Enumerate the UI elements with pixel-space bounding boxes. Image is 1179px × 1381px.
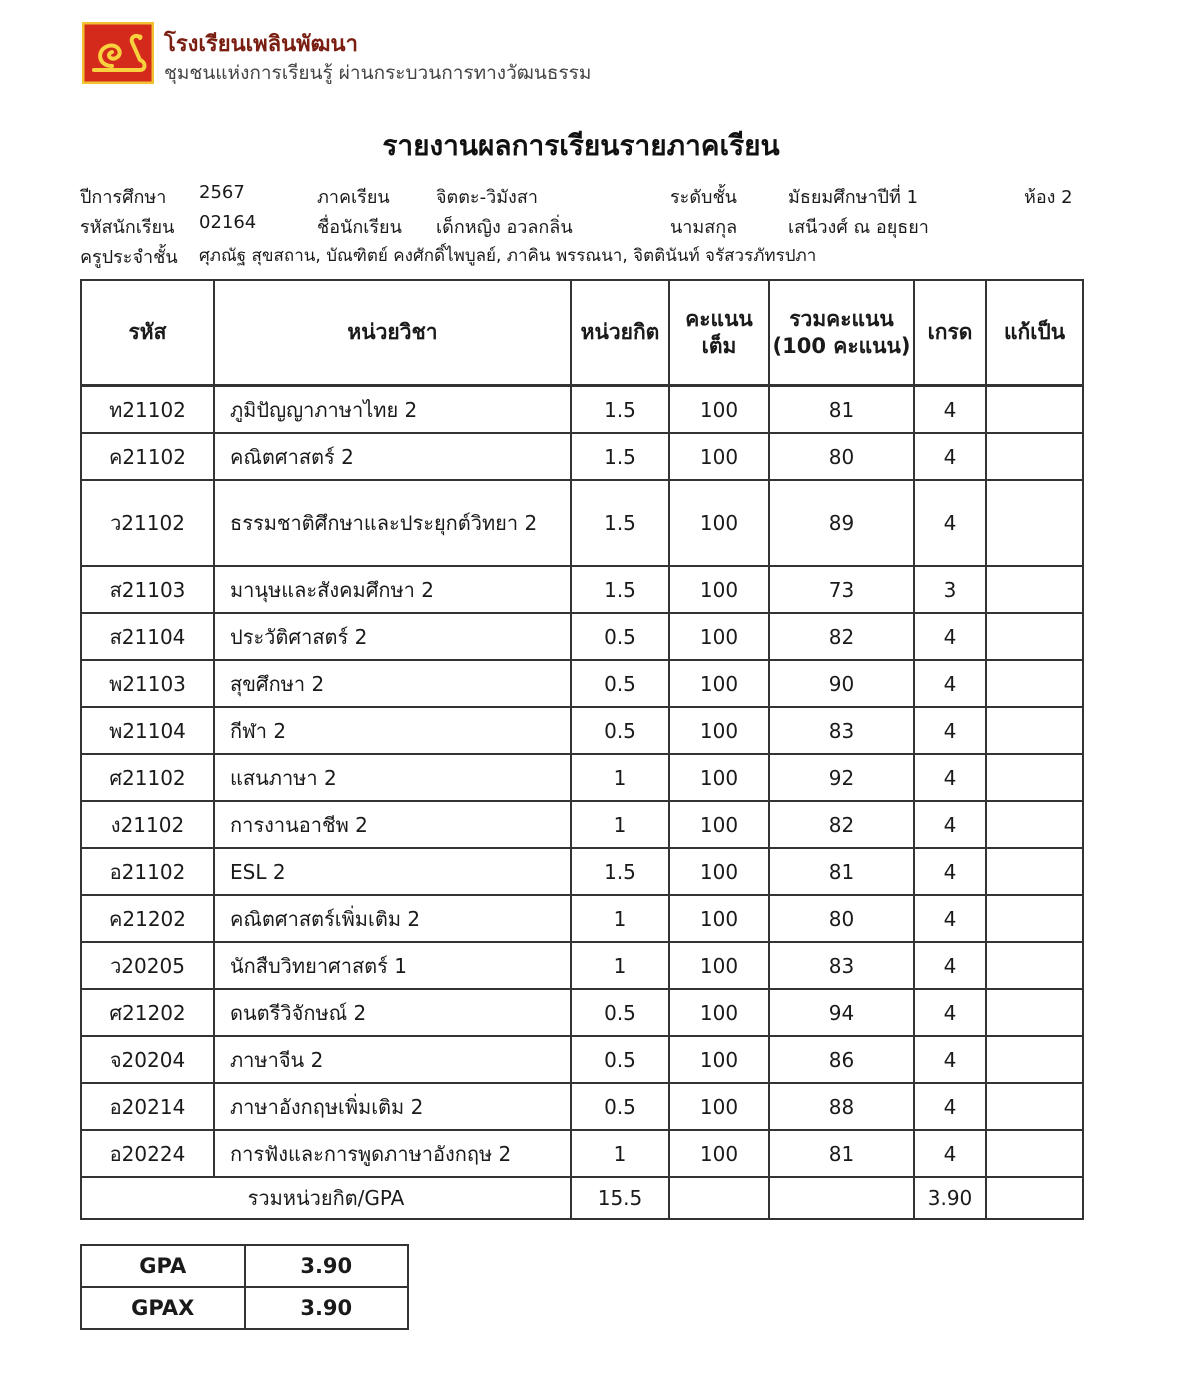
- cell-subject: ดนตรีวิจักษณ์ 2: [214, 989, 571, 1036]
- summary-empty-total: [769, 1177, 914, 1219]
- cell-total-score: 81: [769, 848, 914, 895]
- table-row: [81, 989, 1083, 1036]
- table-row: [81, 895, 1083, 942]
- table-row: [81, 848, 1083, 895]
- cell-full-score: 100: [669, 754, 769, 801]
- cell-total-score: 80: [769, 433, 914, 480]
- room-value: ห้อง 2: [1024, 187, 1073, 208]
- cell-credits: 1.5: [571, 386, 669, 434]
- cell-subject: กีฬา 2: [214, 707, 571, 754]
- header-total-label: รวมคะแนน: [789, 307, 894, 332]
- cell-grade: 4: [914, 480, 986, 566]
- cell-grade: 4: [914, 433, 986, 480]
- cell-full-score: 100: [669, 801, 769, 848]
- level-value: มัธยมศึกษาปีที่ 1: [788, 187, 919, 208]
- student-id-label: รหัสนักเรียน: [80, 217, 175, 238]
- cell-code: จ20204: [81, 1036, 214, 1083]
- cell-full-score: 100: [669, 566, 769, 613]
- cell-total-score: 89: [769, 480, 914, 566]
- gpax-label: GPAX: [81, 1287, 245, 1329]
- gpax-row: [81, 1287, 408, 1329]
- header-revised: แก้เป็น: [986, 280, 1083, 386]
- cell-code: พ21104: [81, 707, 214, 754]
- cell-code: ส21104: [81, 613, 214, 660]
- cell-revised: [986, 660, 1083, 707]
- gpax-value: 3.90: [245, 1287, 409, 1329]
- cell-full-score: 100: [669, 1130, 769, 1177]
- cell-credits: 1.5: [571, 566, 669, 613]
- cell-total-score: 82: [769, 613, 914, 660]
- cell-subject: ภูมิปัญญาภาษาไทย 2: [214, 386, 571, 434]
- cell-full-score: 100: [669, 1083, 769, 1130]
- cell-full-score: 100: [669, 433, 769, 480]
- cell-full-score: 100: [669, 613, 769, 660]
- cell-total-score: 81: [769, 386, 914, 434]
- cell-grade: 4: [914, 386, 986, 434]
- table-row: [81, 480, 1083, 566]
- gpa-row: [81, 1245, 408, 1287]
- cell-subject: มานุษและสังคมศึกษา 2: [214, 566, 571, 613]
- gpa-summary-table: [80, 1244, 409, 1330]
- cell-grade: 4: [914, 895, 986, 942]
- header-total-sub: (100 คะแนน): [772, 333, 911, 358]
- cell-full-score: 100: [669, 1036, 769, 1083]
- table-row: [81, 660, 1083, 707]
- table-row: [81, 1130, 1083, 1177]
- cell-grade: 4: [914, 1130, 986, 1177]
- header-code: รหัส: [81, 280, 214, 386]
- student-name-label: ชื่อนักเรียน: [317, 217, 402, 238]
- table-row: [81, 754, 1083, 801]
- page-title: รายงานผลการเรียนรายภาคเรียน: [382, 129, 780, 162]
- cell-code: ค21102: [81, 433, 214, 480]
- cell-code: ศ21102: [81, 754, 214, 801]
- cell-grade: 4: [914, 848, 986, 895]
- snail-spiral-logo-icon: [82, 22, 154, 84]
- cell-code: ว21102: [81, 480, 214, 566]
- cell-subject: ประวัติศาสตร์ 2: [214, 613, 571, 660]
- table-row: [81, 613, 1083, 660]
- summary-credits: 15.5: [571, 1177, 669, 1219]
- cell-subject: การงานอาชีพ 2: [214, 801, 571, 848]
- cell-grade: 3: [914, 566, 986, 613]
- cell-revised: [986, 942, 1083, 989]
- cell-revised: [986, 480, 1083, 566]
- cell-credits: 1: [571, 895, 669, 942]
- cell-full-score: 100: [669, 386, 769, 434]
- cell-grade: 4: [914, 1036, 986, 1083]
- cell-code: ศ21202: [81, 989, 214, 1036]
- summary-empty-revised: [986, 1177, 1083, 1219]
- cell-subject: แสนภาษา 2: [214, 754, 571, 801]
- table-row: [81, 386, 1083, 434]
- cell-revised: [986, 1083, 1083, 1130]
- cell-grade: 4: [914, 942, 986, 989]
- cell-total-score: 86: [769, 1036, 914, 1083]
- cell-subject: สุขศึกษา 2: [214, 660, 571, 707]
- term-label: ภาคเรียน: [317, 187, 390, 208]
- cell-grade: 4: [914, 707, 986, 754]
- table-row: [81, 433, 1083, 480]
- cell-total-score: 83: [769, 707, 914, 754]
- table-row: [81, 1083, 1083, 1130]
- cell-code: อ21102: [81, 848, 214, 895]
- cell-credits: 1: [571, 754, 669, 801]
- table-row: [81, 942, 1083, 989]
- cell-revised: [986, 1130, 1083, 1177]
- cell-full-score: 100: [669, 480, 769, 566]
- table-row: [81, 1036, 1083, 1083]
- header-credits: หน่วยกิต: [571, 280, 669, 386]
- cell-code: อ20224: [81, 1130, 214, 1177]
- gpa-value: 3.90: [245, 1245, 409, 1287]
- cell-total-score: 94: [769, 989, 914, 1036]
- grades-table: [80, 279, 1084, 1220]
- cell-total-score: 83: [769, 942, 914, 989]
- cell-revised: [986, 989, 1083, 1036]
- cell-credits: 1: [571, 942, 669, 989]
- cell-full-score: 100: [669, 989, 769, 1036]
- cell-revised: [986, 848, 1083, 895]
- cell-credits: 0.5: [571, 613, 669, 660]
- cell-revised: [986, 895, 1083, 942]
- cell-revised: [986, 566, 1083, 613]
- header-total: [769, 280, 914, 386]
- cell-full-score: 100: [669, 707, 769, 754]
- student-id-value: 02164: [199, 212, 257, 233]
- cell-total-score: 80: [769, 895, 914, 942]
- cell-full-score: 100: [669, 942, 769, 989]
- cell-revised: [986, 433, 1083, 480]
- cell-subject: การฟังและการพูดภาษาอังกฤษ 2: [214, 1130, 571, 1177]
- gpa-label: GPA: [81, 1245, 245, 1287]
- cell-subject: คณิตศาสตร์ 2: [214, 433, 571, 480]
- cell-subject: คณิตศาสตร์เพิ่มเติม 2: [214, 895, 571, 942]
- cell-grade: 4: [914, 989, 986, 1036]
- cell-total-score: 81: [769, 1130, 914, 1177]
- cell-total-score: 73: [769, 566, 914, 613]
- cell-code: ว20205: [81, 942, 214, 989]
- cell-code: ค21202: [81, 895, 214, 942]
- cell-full-score: 100: [669, 660, 769, 707]
- cell-revised: [986, 801, 1083, 848]
- cell-grade: 4: [914, 613, 986, 660]
- cell-subject: นักสืบวิทยาศาสตร์ 1: [214, 942, 571, 989]
- surname-label: นามสกุล: [670, 217, 738, 238]
- cell-code: ส21103: [81, 566, 214, 613]
- cell-revised: [986, 1036, 1083, 1083]
- cell-total-score: 88: [769, 1083, 914, 1130]
- level-label: ระดับชั้น: [670, 187, 737, 208]
- header-full-score: [669, 280, 769, 386]
- student-name-value: เด็กหญิง อวลกลิ่น: [436, 217, 573, 238]
- cell-code: ท21102: [81, 386, 214, 434]
- cell-revised: [986, 613, 1083, 660]
- cell-grade: 4: [914, 660, 986, 707]
- year-label: ปีการศึกษา: [80, 187, 167, 208]
- header-full-score-line1: คะแนน: [685, 307, 753, 332]
- cell-credits: 0.5: [571, 989, 669, 1036]
- cell-credits: 1.5: [571, 433, 669, 480]
- cell-grade: 4: [914, 801, 986, 848]
- cell-credits: 1: [571, 1130, 669, 1177]
- cell-grade: 4: [914, 754, 986, 801]
- teachers-value: ศุภณัฐ สุขสถาน, บัณฑิตย์ คงศักดิ์ไพบูลย์, ภาคิน พรรณนา, จิตตินันท์ จรัสวรภัทรปภา: [199, 246, 817, 266]
- cell-total-score: 90: [769, 660, 914, 707]
- table-row: [81, 566, 1083, 613]
- cell-credits: 0.5: [571, 1036, 669, 1083]
- summary-empty-full: [669, 1177, 769, 1219]
- cell-total-score: 82: [769, 801, 914, 848]
- cell-revised: [986, 707, 1083, 754]
- cell-subject: ESL 2: [214, 848, 571, 895]
- cell-credits: 1.5: [571, 848, 669, 895]
- school-tagline: ชุมชนแห่งการเรียนรู้ ผ่านกระบวนการทางวัฒนธรรม: [164, 62, 592, 84]
- cell-full-score: 100: [669, 848, 769, 895]
- cell-code: อ20214: [81, 1083, 214, 1130]
- school-name: โรงเรียนเพลินพัฒนา: [164, 32, 358, 57]
- cell-grade: 4: [914, 1083, 986, 1130]
- header-subject: หน่วยวิชา: [214, 280, 571, 386]
- table-row: [81, 801, 1083, 848]
- cell-subject: ภาษาจีน 2: [214, 1036, 571, 1083]
- cell-revised: [986, 386, 1083, 434]
- surname-value: เสนีวงศ์ ณ อยุธยา: [788, 217, 929, 238]
- cell-code: ง21102: [81, 801, 214, 848]
- cell-credits: 0.5: [571, 1083, 669, 1130]
- summary-label: รวมหน่วยกิต/GPA: [81, 1177, 571, 1219]
- header-grade: เกรด: [914, 280, 986, 386]
- cell-credits: 1: [571, 801, 669, 848]
- cell-subject: ภาษาอังกฤษเพิ่มเติม 2: [214, 1083, 571, 1130]
- table-header-row: [81, 280, 1083, 386]
- cell-credits: 0.5: [571, 707, 669, 754]
- summary-row: [81, 1177, 1083, 1219]
- header-full-score-line2: เต็ม: [701, 333, 737, 358]
- summary-gpa: 3.90: [914, 1177, 986, 1219]
- term-value: จิตตะ-วิมังสา: [436, 187, 538, 208]
- cell-revised: [986, 754, 1083, 801]
- year-value: 2567: [199, 182, 245, 203]
- cell-total-score: 92: [769, 754, 914, 801]
- cell-credits: 1.5: [571, 480, 669, 566]
- cell-code: พ21103: [81, 660, 214, 707]
- teachers-label: ครูประจำชั้น: [80, 247, 178, 268]
- cell-subject: ธรรมชาติศึกษาและประยุกต์วิทยา 2: [214, 480, 571, 566]
- cell-full-score: 100: [669, 895, 769, 942]
- table-row: [81, 707, 1083, 754]
- cell-credits: 0.5: [571, 660, 669, 707]
